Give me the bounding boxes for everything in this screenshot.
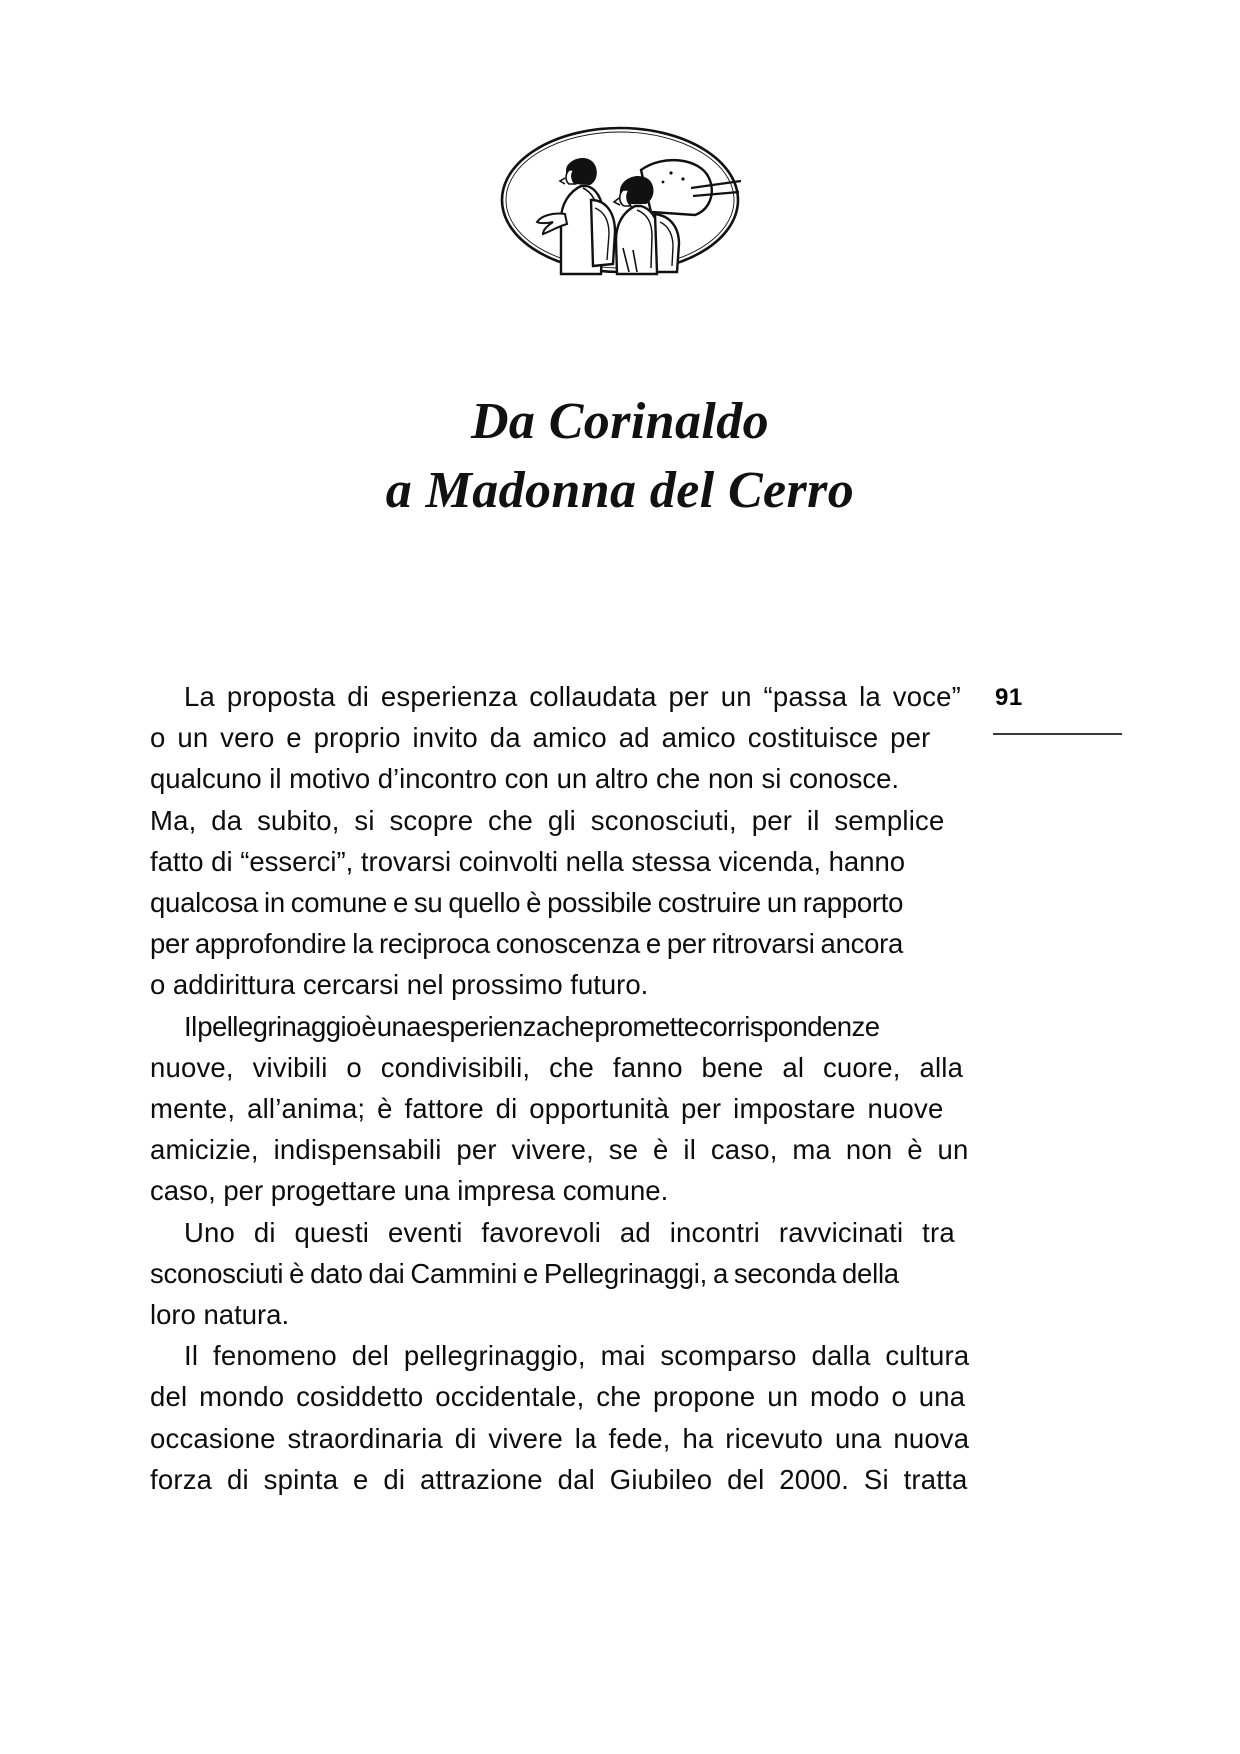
paragraph-3 <box>150 1212 956 1336</box>
page-title-line-2: a Madonna del Cerro <box>385 461 855 519</box>
page-title-line-1: Da Corinaldo <box>470 392 770 450</box>
text-line: Ma, da subito, si scopre che gli sconosciuti, per il semplice <box>150 804 945 836</box>
page-number-rule <box>993 733 1122 735</box>
text-line: o addirittura cercarsi nel prossimo futuro. <box>150 969 649 1001</box>
paragraph-1 <box>150 676 962 1006</box>
text-line: amicizie, indispensabili per vivere, se è il caso, ma non è un <box>150 1134 969 1166</box>
text-line: nuove, vivibili o condivisibili, che fanno bene al cuore, alla <box>150 1051 964 1083</box>
page-number: 91 <box>995 684 1023 711</box>
text-line: Uno di questi eventi favorevoli ad incontri ravvicinati tra <box>184 1216 955 1248</box>
paragraph-4 <box>150 1335 970 1500</box>
paragraph-2 <box>150 1006 969 1212</box>
text-line: del mondo cosiddetto occidentale, che propone un modo o una <box>150 1381 966 1413</box>
chapter-illustration <box>0 118 1240 293</box>
text-line: forza di spinta e di attrazione dal Giubileo del 2000. Si tratta <box>150 1463 968 1495</box>
text-line: o un vero e proprio invito da amico ad amico costituisce per <box>150 722 931 754</box>
text-line: occasione straordinaria di vivere la fede, ha ricevuto una nuova <box>150 1422 970 1454</box>
page-title <box>0 387 1240 525</box>
text-line: fatto di “esserci”, trovarsi coinvolti nella stessa vicenda, hanno <box>150 845 906 877</box>
text-line: caso, per progettare una impresa comune. <box>150 1175 669 1207</box>
text-line: Il fenomeno del pellegrinaggio, mai scomparso dalla cultura <box>184 1340 970 1372</box>
text-line: sconosciuti è dato dai Cammini e Pellegrinaggi, a seconda della <box>150 1257 899 1289</box>
body-text <box>150 676 970 1500</box>
text-line: per approfondire la reciproca conoscenza e per ritrovarsi ancora <box>150 928 904 960</box>
text-line: qualcuno il motivo d’incontro con un altro che non si conosce. <box>150 763 900 795</box>
text-line: mente, all’anima; è fattore di opportunità per impostare nuove <box>150 1093 944 1125</box>
two-pilgrims-oval-vignette-icon <box>495 118 745 288</box>
text-line: loro natura. <box>150 1299 290 1331</box>
text-line: qualcosa in comune e su quello è possibile costruire un rapporto <box>150 887 904 919</box>
text-line: Il pellegrinaggio è una esperienza che promette corrispondenze <box>184 1010 880 1042</box>
text-line: La proposta di esperienza collaudata per un “passa la voce” <box>184 681 962 712</box>
